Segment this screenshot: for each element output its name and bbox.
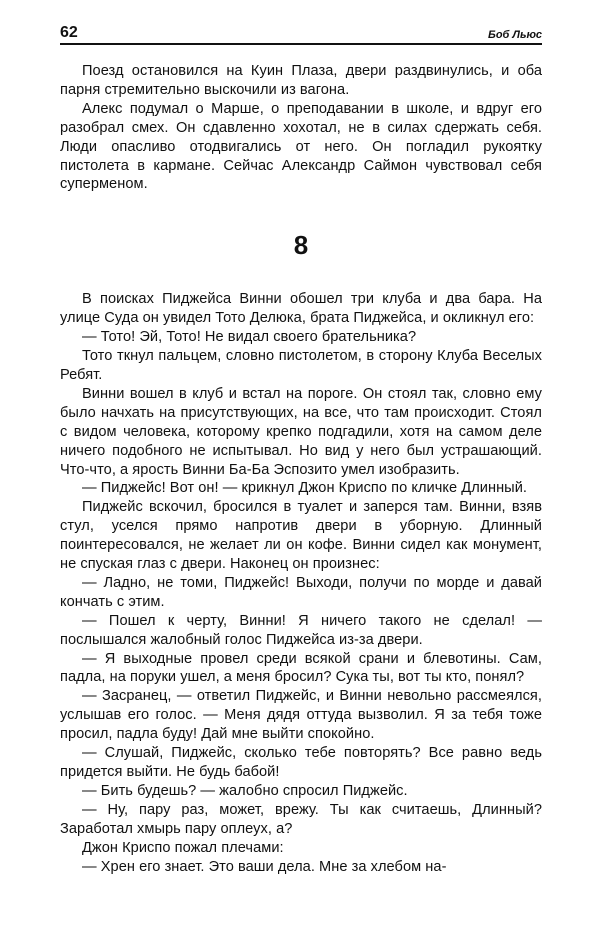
paragraph: Алекс подумал о Марше, о преподавании в школе, и вдруг его разобрал смех. Он сдавленно хохотал, не в силах сдержать себя. Люди опасливо отодвигались от него. Он погладил рукоятку пистолета в кармане. Сейчас Александр Саймон чувствовал себя суперменом. (60, 100, 542, 193)
paragraph: — Слушай, Пиджейс, сколько тебе повторять? Все равно ведь придется выйти. Не будь бабой! (60, 745, 542, 780)
paragraph: — Хрен его знает. Это ваши дела. Мне за хлебом на- (82, 858, 447, 875)
chapter-text (60, 290, 542, 876)
paragraph: В поисках Пиджейса Винни обошел три клуба и два бара. На улице Суда он увидел Тото Делюка, брата Пиджейса, и окликнул его: (60, 291, 542, 327)
paragraph: Винни вошел в клуб и встал на пороге. Он стоял так, словно ему было начхать на присутствующих, на все, что там происходит. Стоял с видом человека, которому крепко подгадили, хотя на самом деле ничего подобного не испытывал. Но вид у него был устрашающий. Что-что, а ярость Винни Ба-Ба Эспозито умел изобразить. (60, 385, 542, 478)
page-number: 62 (60, 24, 78, 41)
paragraph: — Пошел к черту, Винни! Я ничего такого не сделал! — послышался жалобный голос Пиджейса из-за двери. (60, 612, 542, 648)
paragraph: — Бить будешь? — жалобно спросил Пиджейс. (82, 782, 408, 799)
paragraph: — Пиджейс! Вот он! — крикнул Джон Криспо по кличке Длинный. (82, 480, 528, 497)
intro-text (60, 62, 542, 194)
chapter-heading: 8 (293, 230, 309, 261)
paragraph: Поезд остановился на Куин Плаза, двери раздвинулись, и оба парня стремительно выскочили из вагона. (60, 63, 542, 98)
paragraph: — Тото! Эй, Тото! Не видал своего брательника? (82, 329, 417, 346)
paragraph: — Ну, пару раз, может, врежу. Ты как считаешь, Длинный? Заработал хмырь пару оплеух, а? (60, 801, 542, 837)
book-page (60, 22, 542, 876)
paragraph: — Ладно, не томи, Пиджейс! Выходи, получи по морде и давай кончать с этим. (60, 574, 542, 610)
paragraph: Пиджейс вскочил, бросился в туалет и заперся там. Винни, взяв стул, уселся прямо напротив двери в уборную. Длинный поинтересовался, не желает ли он кофе. Винни сидел как монумент, не спуская глаз с двери. Наконец он произнес: (60, 499, 542, 573)
paragraph: — Засранец, — ответил Пиджейс, и Винни невольно рассмеялся, услышав его голос. — Меня дядя оттуда вызволил. Я за тебя тоже просил, падла буду! Дай мне выйти спокойно. (60, 688, 542, 743)
page-header (60, 22, 542, 45)
paragraph: Джон Криспо пожал плечами: (82, 839, 284, 856)
paragraph: Тото ткнул пальцем, словно пистолетом, в сторону Клуба Веселых Ребят. (60, 348, 542, 383)
paragraph: — Я выходные провел среди всякой срани и блевотины. Сам, падла, на поруки ушел, а меня бросил? Сука ты, вот ты кто, понял? (60, 650, 542, 686)
running-head: Боб Льюс (488, 29, 542, 41)
